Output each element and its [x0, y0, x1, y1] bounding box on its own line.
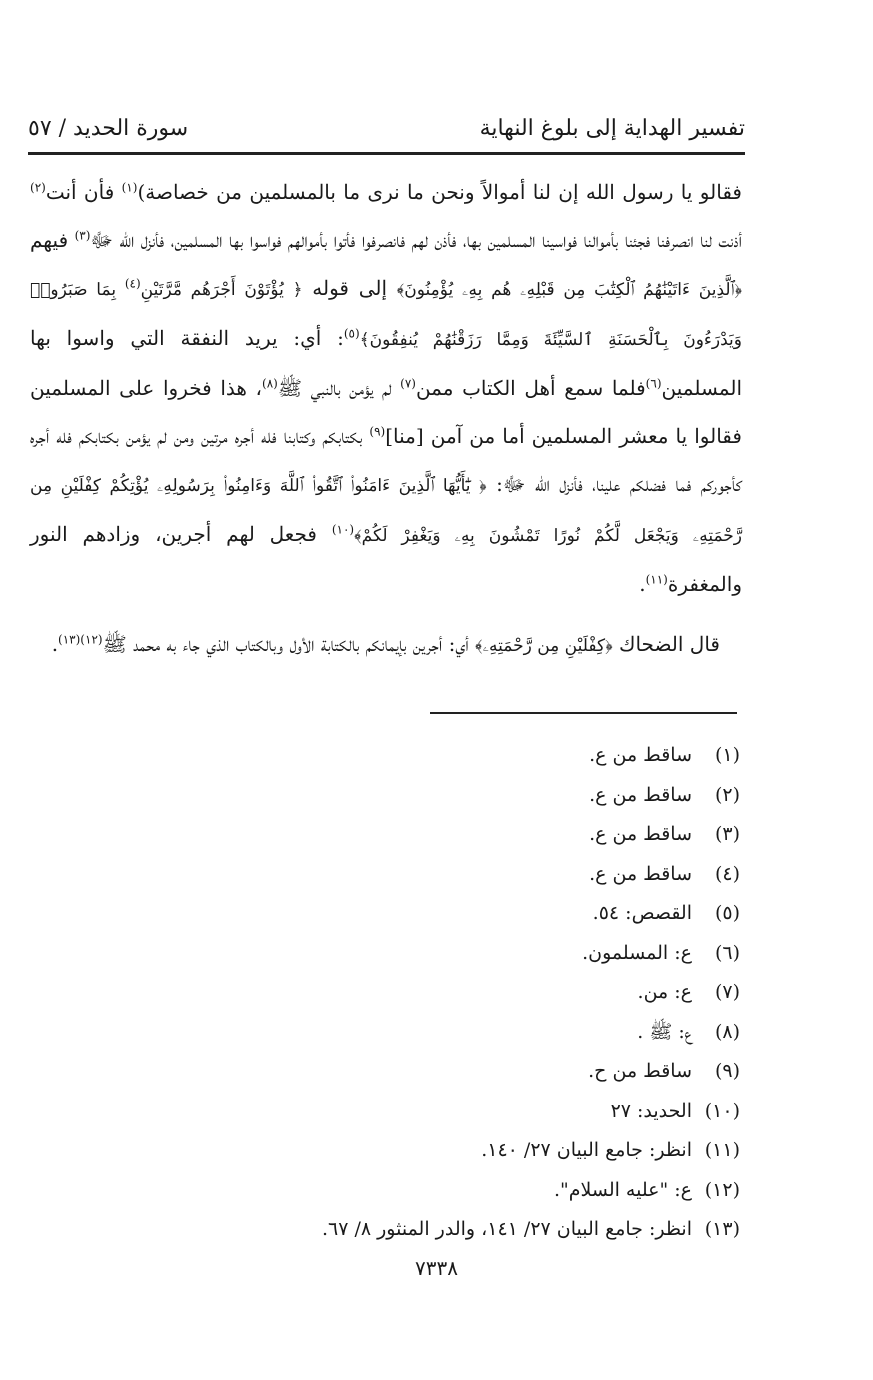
footnote-ref: (٦)	[645, 376, 662, 391]
footnote-number: (١٢)	[704, 1178, 740, 1201]
footnote-item	[200, 1171, 740, 1211]
footnote-ref: (١١)	[645, 572, 668, 587]
footnote-ref: (٥)	[343, 326, 360, 341]
footnote-item	[200, 1210, 740, 1250]
footnote-item	[200, 1131, 740, 1171]
footnote-item	[200, 894, 740, 934]
footnote-item	[200, 973, 740, 1013]
footnotes-list	[200, 736, 740, 1250]
footnote-number: (٧)	[714, 981, 740, 1003]
text-span: فقالو يا رسول الله إن لنا أموالاً ونحن ما نرى ما بالمسلمين من خصاصة)	[137, 180, 742, 204]
footnote-number: (٨)	[714, 1020, 740, 1043]
footnote-number: (٥)	[714, 902, 740, 924]
footnote-text: القصص: ٥٤.	[592, 902, 692, 924]
quran-verse: ﴿كِفْلَيْنِ مِن رَّحْمَتِهِۦ﴾	[475, 636, 613, 656]
paragraph-1	[30, 168, 742, 608]
footnote-ref: (٣)	[74, 228, 91, 243]
paragraph-2	[30, 620, 742, 670]
footnote-text: ع: المسلمون.	[582, 941, 692, 964]
text-span: .	[51, 632, 59, 656]
text-span: أذنت لنا انصرفنا فجئنا بأموالنا فواسينا المسلمين بها، فأذن لهم فانصرفوا فأتوا بأموالهم فواسوا بها المسلمين، فأنزل الله ﷻ	[90, 228, 743, 252]
footnote-item	[200, 776, 740, 816]
footnote-item	[200, 855, 740, 895]
quran-verse: ﴿ يَٰٓأَيُّهَا ٱلَّذِينَ ءَامَنُوا۟ ٱتَّقُوا۟ ٱللَّهَ وَءَامِنُوا۟ بِرَسُولِهِۦ يُؤْتِكُمْ كِفْلَيْنِ مِن رَّحْمَتِهِۦ وَيَجْعَل لَّكُمْ نُورًا تَمْشُونَ بِهِۦ وَيَغْفِرْ لَكُمْ﴾	[30, 476, 742, 546]
text-span: ، هذا فخروا على المسلمين فقالوا يا معشر المسلمين أما من آمن [منا]	[30, 376, 742, 448]
text-span: لم يؤمن بالنبي ﷺ	[277, 376, 401, 400]
footnote-text: ساقط من ح.	[588, 1060, 692, 1082]
quran-verse: بِمَا صَبَرُوا۟ وَيَدْرَءُونَ بِٱلْحَسَنَةِ ٱلسَّيِّئَةَ وَمِمَّا رَزَقْنَٰهُمْ يُنفِقُونَ﴾	[30, 280, 742, 350]
footnote-number: (٦)	[714, 941, 740, 964]
footnote-text: الحديد: ٢٧	[610, 1099, 692, 1122]
quran-verse: ﴿ٱلَّذِينَ ءَاتَيْنَٰهُمُ ٱلْكِتَٰبَ مِن قَبْلِهِۦ هُم بِهِۦ يُؤْمِنُونَ﴾	[396, 280, 742, 300]
footnote-text: ساقط من ع.	[589, 783, 692, 806]
footnote-ref: (٧)	[400, 376, 416, 391]
text-span: .	[639, 572, 646, 596]
footnote-ref: (١٠)	[331, 522, 355, 537]
footnote-number: (١٣)	[704, 1218, 740, 1240]
footnote-ref: (٩)	[369, 424, 386, 439]
quran-verse: ﴿ يُؤْتَوْنَ أَجْرَهُم مَّرَّتَيْنِ	[140, 280, 303, 300]
footnote-text: انظر: جامع البيان ٢٧/ ١٤٠.	[481, 1139, 692, 1161]
footnote-number: (٤)	[714, 862, 740, 885]
footnote-number: (١١)	[704, 1139, 740, 1161]
footnote-separator	[430, 712, 737, 714]
footnote-ref: (٨)	[262, 376, 278, 391]
footnote-text: ع: "عليه السلام".	[553, 1178, 692, 1201]
page-number: ٧٣٣٨	[415, 1256, 458, 1280]
text-span: فجعل لهم أجرين، وزادهم النور والمغفرة	[30, 522, 742, 596]
footnote-item	[200, 934, 740, 974]
text-span: فلما سمع أهل الكتاب ممن	[415, 376, 646, 400]
footnote-number: (٩)	[714, 1060, 740, 1082]
text-span: : أي: يريد النفقة التي واسوا بها المسلمين	[30, 326, 742, 400]
footnote-number: (٢)	[714, 783, 740, 806]
footnote-item	[200, 815, 740, 855]
header-rule	[28, 152, 745, 155]
footnote-text: ع: ﷺ .	[637, 1020, 692, 1043]
surah-label: سورة الحديد / ٥٧	[28, 115, 189, 141]
footnote-ref: (١٢)(١٣)	[58, 632, 103, 647]
footnote-number: (١٠)	[704, 1099, 740, 1122]
footnote-number: (٣)	[714, 823, 740, 845]
text-span: أي: أجرين بإيمانكم بالكتابة الأول وبالكتاب الذي جاء به محمد ﷺ	[102, 632, 476, 656]
footnote-item	[200, 1013, 740, 1053]
footnote-text: ع: من.	[637, 981, 692, 1003]
footnote-ref: (١)	[121, 180, 138, 195]
footnote-item	[200, 736, 740, 776]
text-span: قال الضحاك	[612, 632, 720, 656]
footnote-ref: (٤)	[124, 276, 141, 291]
main-text	[30, 168, 742, 670]
running-header	[28, 108, 745, 148]
text-span: فيهم	[30, 228, 75, 252]
footnote-text: انظر: جامع البيان ٢٧/ ١٤١، والدر المنثور ٨/ ٦٧.	[321, 1218, 692, 1240]
footnote-item	[200, 1052, 740, 1092]
footnote-text: ساقط من ع.	[589, 862, 692, 885]
footnote-ref: (٢)	[30, 180, 46, 195]
book-title: تفسير الهداية إلى بلوغ النهاية	[479, 115, 745, 141]
text-span: إلى قوله	[302, 276, 397, 300]
footnote-text: ساقط من ع.	[589, 823, 692, 845]
text-span: فأن أنت	[45, 180, 122, 204]
text-span: بكتابكم وكتابنا فله أجره مرتين ومن لم يؤمن بكتابكم فله أجره كأجوركم فما فضلكم علينا، فأنزل الله ﷻ:	[30, 424, 742, 496]
footnote-number: (١)	[714, 744, 740, 766]
footnote-text: ساقط من ع.	[589, 744, 692, 766]
footnote-item	[200, 1092, 740, 1132]
